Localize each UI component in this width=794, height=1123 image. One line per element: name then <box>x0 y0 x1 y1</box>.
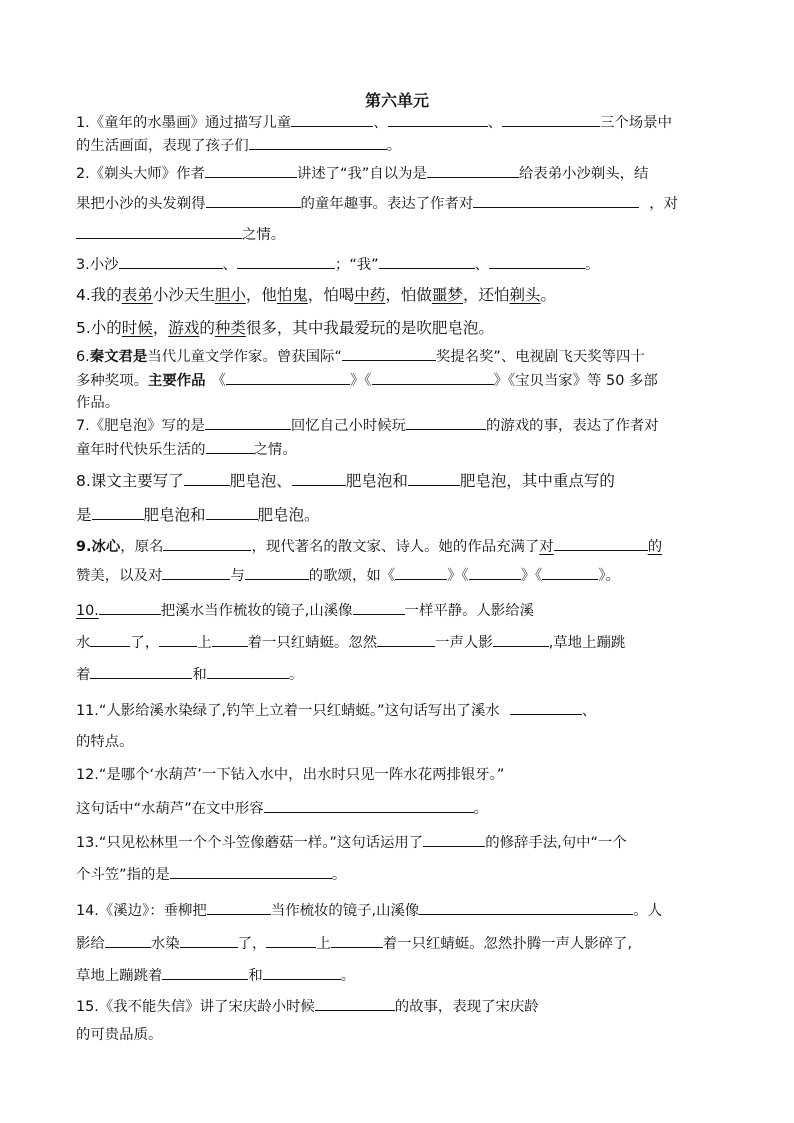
question-9-line-2 <box>76 565 620 586</box>
q6-text: 》《 <box>349 373 372 389</box>
q9-text: 赞美，以及对 <box>76 568 163 584</box>
q10-blank-6[interactable] <box>377 632 435 647</box>
q9-underlined-word: 对 <box>539 539 554 555</box>
question-11-line-2 <box>76 732 134 752</box>
q7-text: 的游戏的事，表达了作者对 <box>486 418 659 434</box>
q10-text: 着一只红蜻蜓。忽然 <box>247 635 378 651</box>
q2-text: 给表弟小沙剃头，结 <box>518 166 649 182</box>
q14-blank-2[interactable] <box>419 900 633 915</box>
q9-text: 》。 <box>598 568 620 584</box>
question-12-line-1 <box>76 765 504 785</box>
q10-text: 了， <box>130 635 160 651</box>
q10-text: 上 <box>197 635 212 651</box>
q3-blank-3[interactable] <box>379 254 475 269</box>
q10-text: 。 <box>288 667 304 683</box>
q9-text: ，现代著名的散文家、诗人。她的作品充满了 <box>251 539 540 555</box>
q9-text: ，原名 <box>120 539 164 555</box>
q1-text: 。 <box>386 138 402 154</box>
q14-text: 了， <box>237 936 267 952</box>
q4-underlined-word: 中药 <box>354 286 386 304</box>
q12-text: 这句话中“水葫芦”在文中形容 <box>76 801 264 817</box>
q6-blank-1[interactable] <box>342 346 436 361</box>
question-6-line-1 <box>76 346 645 367</box>
q10-blank-1[interactable] <box>99 600 161 615</box>
q13-text: 。 <box>331 867 347 883</box>
q8-blank-1[interactable] <box>184 471 230 486</box>
q7-blank-1[interactable] <box>205 415 291 430</box>
q14-text: 上 <box>316 936 331 952</box>
q8-text: 是 <box>76 506 92 524</box>
q9-text: 的歌颂，如《 <box>308 568 396 584</box>
q8-blank-5[interactable] <box>206 505 258 520</box>
q7-text: 回忆自己小时候玩 <box>290 418 406 434</box>
question-13-line-1 <box>76 832 627 853</box>
q4-underlined-word: 表弟 <box>121 286 153 304</box>
q11-blank-1[interactable] <box>510 700 582 715</box>
q14-text: 水染 <box>150 936 180 952</box>
question-6-line-3 <box>76 393 119 413</box>
q2-text: 果把小沙的头发剃得 <box>76 196 206 212</box>
q8-text: 肥皂泡和 <box>143 506 206 524</box>
q8-text: 肥皂泡。 <box>257 506 320 524</box>
q10-blank-4[interactable] <box>159 632 197 647</box>
q7-text: 7.《肥皂泡》写的是 <box>76 418 205 434</box>
q4-underlined-word: 剃头 <box>509 286 541 304</box>
q10-text: 着 <box>76 667 91 683</box>
question-15-line-2 <box>76 1025 162 1045</box>
q13-text: 个斗笠”指的是 <box>76 867 170 883</box>
q6-text: 当代儿童文学作家。曾获国际“ <box>147 349 342 365</box>
question-12-line-2 <box>76 798 488 819</box>
question-7-line-1 <box>76 415 659 436</box>
q4-text: 4.我的 <box>76 286 122 304</box>
q7-blank-3[interactable] <box>206 439 254 454</box>
question-11-line-1 <box>76 700 596 721</box>
q3-text: 、 <box>222 257 237 273</box>
page-title: 第六单元 <box>364 91 429 110</box>
q10-text: 10. <box>76 603 99 619</box>
q1-text: 三个场景中 <box>600 115 672 131</box>
q6-text: 作品。 <box>76 395 120 411</box>
question-5-line-1 <box>76 318 494 338</box>
q9-blank-7[interactable] <box>542 565 598 580</box>
q2-blank-1[interactable] <box>205 163 297 178</box>
q2-text: 讲述了“我”自以为是 <box>296 166 427 182</box>
q1-blank-1[interactable] <box>291 112 373 127</box>
q12-text: 12.“是哪个‘水葫芦’一下钻入水中，出水时只见一阵水花两排银牙。” <box>76 767 505 783</box>
q11-text: 11.“人影给溪水染绿了,钓竿上立着一只红蜻蜓。”这句话写出了溪水 <box>76 703 500 719</box>
q7-text: 之情。 <box>253 442 297 458</box>
q8-blank-3[interactable] <box>408 471 460 486</box>
q9-blank-1[interactable] <box>163 536 251 551</box>
q1-text: 1.《童年的水墨画》通过描写儿童 <box>76 115 292 131</box>
q1-text: 、 <box>373 115 388 131</box>
q14-text: 和 <box>248 968 263 984</box>
q10-text: 一样平静。人影给溪 <box>404 603 535 619</box>
question-2-line-3 <box>76 224 285 245</box>
q10-text: 一声人影 <box>435 635 493 651</box>
q10-blank-9[interactable] <box>207 664 289 679</box>
q15-text: 的可贵品质。 <box>76 1027 163 1043</box>
q2-text: 之情。 <box>242 227 286 243</box>
q15-text: 的故事，表现了宋庆龄 <box>394 999 539 1015</box>
q8-text: 8.课文主要写了 <box>76 472 184 490</box>
question-3-line-1 <box>76 254 599 275</box>
q10-blank-3[interactable] <box>90 632 130 647</box>
q3-blank-4[interactable] <box>489 254 585 269</box>
q4-underlined-word: 怕鬼 <box>276 286 308 304</box>
q5-text: 5.小的 <box>76 319 122 337</box>
q4-text: 。 <box>540 286 556 304</box>
q14-blank-6[interactable] <box>331 933 383 948</box>
q2-blank-3[interactable] <box>206 193 301 208</box>
q9-underlined-word: 的 <box>647 539 663 555</box>
question-13-line-2 <box>76 864 346 885</box>
q13-blank-2[interactable] <box>170 864 332 879</box>
q4-text: ，怕做 <box>385 286 432 304</box>
q14-blank-1[interactable] <box>207 900 271 915</box>
q7-text: 童年时代快乐生活的 <box>76 442 206 458</box>
q4-underlined-word: 噩梦 <box>431 286 463 304</box>
q14-text: 。 <box>340 968 356 984</box>
q6-blank-2[interactable] <box>226 370 350 385</box>
q6-text: 6. <box>76 349 90 365</box>
q6-bold-text: 主要作品 <box>147 373 206 389</box>
q9-blank-5[interactable] <box>395 565 447 580</box>
q7-blank-2[interactable] <box>406 415 486 430</box>
q6-text: 《 <box>211 373 226 389</box>
q2-blank-5[interactable] <box>76 224 242 239</box>
q6-text: 奖提名奖”、电视剧飞天奖等四十 <box>435 349 645 365</box>
q8-blank-4[interactable] <box>92 505 144 520</box>
q3-text: 3.小沙 <box>76 257 119 273</box>
question-14-line-3 <box>76 965 355 986</box>
q15-blank-1[interactable] <box>315 996 395 1011</box>
q9-blank-4[interactable] <box>245 565 309 580</box>
question-10-line-2 <box>76 632 625 653</box>
q3-text: 、 <box>474 257 490 273</box>
q4-underlined-word: 胆小 <box>214 286 246 304</box>
q9-text: 》《 <box>447 568 469 584</box>
q5-text: ， <box>152 319 169 337</box>
q8-text: 肥皂泡，其中重点写的 <box>459 472 615 490</box>
q14-blank-3[interactable] <box>105 933 151 948</box>
q14-text: 着一只红蜻蜓。忽然扑腾一声人影碎了, <box>382 936 633 952</box>
question-8-line-2 <box>76 505 320 525</box>
q13-text: 的修辞手法,句中“一个 <box>485 835 627 851</box>
question-1-line-2 <box>76 135 401 156</box>
q9-text: 与 <box>230 568 245 584</box>
q10-blank-2[interactable] <box>353 600 405 615</box>
q4-text: ，怕喝 <box>307 286 355 304</box>
q9-blank-2[interactable] <box>554 536 648 551</box>
q9-blank-6[interactable] <box>469 565 521 580</box>
q14-text: 影给 <box>76 936 105 952</box>
q2-blank-2[interactable] <box>427 163 519 178</box>
q10-blank-5[interactable] <box>212 632 248 647</box>
q1-blank-2[interactable] <box>388 112 488 127</box>
q13-blank-1[interactable] <box>423 832 485 847</box>
q1-text: 、 <box>487 115 503 131</box>
q15-text: 15.《我不能失信》讲了宋庆龄小时候 <box>76 999 315 1015</box>
q14-text: 。人 <box>633 903 663 919</box>
q2-blank-4[interactable] <box>473 193 639 208</box>
q1-blank-3[interactable] <box>502 112 600 127</box>
q10-blank-8[interactable] <box>90 664 192 679</box>
question-10-line-3 <box>76 664 303 685</box>
q5-underlined-word: 种类 <box>214 319 246 337</box>
q4-text: ，他 <box>245 286 277 304</box>
q1-text: 的生活画面，表现了孩子们 <box>76 138 249 154</box>
q11-text: 、 <box>581 703 597 719</box>
question-15-line-1 <box>76 996 539 1017</box>
q14-blank-4[interactable] <box>180 933 238 948</box>
q14-text: 14.《溪边》：垂柳把 <box>76 903 207 919</box>
q5-text: 的 <box>199 319 215 337</box>
q8-text: 肥皂泡和 <box>345 472 408 490</box>
q13-text: 13.“只见松林里一个个斗笠像蘑菇一样。”这句话运用了 <box>76 835 424 851</box>
question-6-line-2 <box>76 370 658 391</box>
q9-blank-3[interactable] <box>162 565 230 580</box>
q2-text: 的童年趣事。表达了作者对 <box>300 196 474 212</box>
q8-text: 肥皂泡、 <box>229 472 292 490</box>
question-1-line-1 <box>76 112 672 133</box>
q3-blank-1[interactable] <box>119 254 223 269</box>
q9-text: 》《 <box>520 568 543 584</box>
q6-blank-3[interactable] <box>372 370 494 385</box>
q14-text: 草地上蹦跳着 <box>76 968 163 984</box>
q10-text: 把溪水当作梳妆的镜子,山溪像 <box>160 603 353 619</box>
question-7-line-2 <box>76 439 297 460</box>
q4-text: 小沙天生 <box>152 286 215 304</box>
question-2-line-2 <box>76 193 678 214</box>
q11-text: 的特点。 <box>76 734 134 750</box>
q10-blank-7[interactable] <box>493 632 549 647</box>
q10-text: 和 <box>192 667 207 683</box>
q8-blank-2[interactable] <box>292 471 346 486</box>
q2-text: 2.《剃头大师》作者 <box>76 166 205 182</box>
q5-underlined-word: 时候 <box>121 319 153 337</box>
question-4-line-1 <box>76 285 556 305</box>
q14-text: 当作梳妆的镜子,山溪像 <box>270 903 420 919</box>
q2-text: ，对 <box>649 196 679 212</box>
q10-text: ,草地上蹦跳 <box>548 635 626 651</box>
question-14-line-2 <box>76 933 632 954</box>
q12-text: 。 <box>473 801 489 817</box>
q9-bold-text: 9.冰心 <box>76 539 121 555</box>
q3-text: ；“我” <box>334 257 379 273</box>
question-2-line-1 <box>76 163 648 184</box>
q14-blank-8[interactable] <box>263 965 341 980</box>
q6-text: 》《宝贝当家》等 50 多部 <box>493 373 658 389</box>
q3-text: 。 <box>585 257 600 273</box>
q3-blank-2[interactable] <box>237 254 335 269</box>
q10-text: 水 <box>76 635 91 651</box>
q4-text: ，还怕 <box>462 286 510 304</box>
q6-bold-text: 秦文君是 <box>89 349 148 365</box>
question-9-line-1 <box>76 536 662 557</box>
q5-text: 很多，其中我最爱玩的是吹肥皂泡。 <box>245 319 494 337</box>
q1-blank-4[interactable] <box>249 135 387 150</box>
q12-blank-1[interactable] <box>264 798 474 813</box>
question-10-line-1 <box>76 600 534 621</box>
q5-underlined-word: 游戏 <box>168 319 200 337</box>
q14-blank-5[interactable] <box>266 933 316 948</box>
q6-text: 多种奖项。 <box>76 373 148 389</box>
q14-blank-7[interactable] <box>162 965 248 980</box>
question-14-line-1 <box>76 900 662 921</box>
question-8-line-1 <box>76 471 615 491</box>
